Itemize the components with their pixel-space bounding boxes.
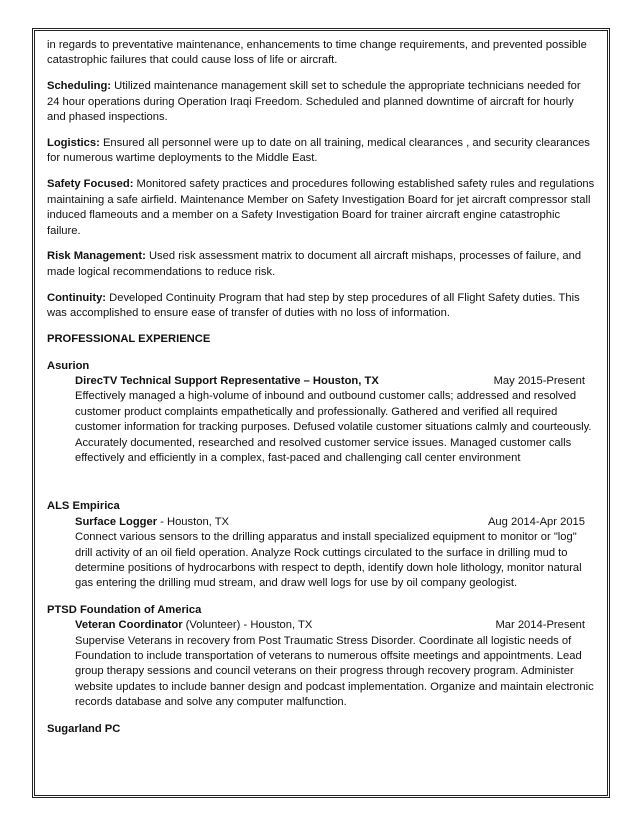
skill-label: Scheduling: (47, 80, 112, 93)
company-name: Asurion (47, 359, 90, 372)
intro-paragraph: in regards to preventative maintenance, enhancements to time change requirements, and prevented possible catastrophic failures that could cause loss of life or aircraft. (47, 39, 587, 67)
company-name-sugarland: Sugarland PC (47, 722, 121, 735)
skill-scheduling (47, 79, 595, 125)
company-name: PTSD Foundation of America (47, 603, 202, 616)
job-title: Veteran Coordinator (75, 619, 183, 632)
job-entry-als-empirica (47, 499, 595, 591)
skill-label: Logistics: (47, 137, 100, 150)
resume-page (47, 38, 595, 737)
skill-label: Safety Focused: (47, 178, 134, 191)
job-dates: May 2015-Present (493, 374, 585, 387)
skill-text: Used risk assessment matrix to document all aircraft mishaps, processes of failure, and made logical recommendations to reduce risk. (47, 250, 582, 278)
section-heading-experience: PROFESSIONAL EXPERIENCE (47, 333, 211, 346)
skill-text: Developed Continuity Program that had step by step procedures of all Flight Safety duties. This was accomplished to ensure ease of transfer of duties with no loss of information. (47, 291, 580, 320)
skill-text: Utilized maintenance management skill set to schedule the appropriate technicians needed for 24 hour operations during Operation Iraqi Freedom. Scheduled and planned downtime of aircraft for hourly and phased inspections. (47, 80, 581, 124)
job-dates: Aug 2014-Apr 2015 (487, 515, 585, 528)
skill-safety-focused (47, 177, 595, 239)
skill-continuity (47, 291, 595, 322)
spacer (47, 711, 595, 722)
job-description: Supervise Veterans in recovery from Post Traumatic Stress Disorder. Coordinate all logistic needs of Foundation to include transportation of veterans to numerous offsite meetings and appointments. Lead group therapy sessions and council veterans on their progress through recovery program. Administer website updates to include banner design and podcast implementation. Organize and maintain electronic records database and solve any computer malfunction. (75, 634, 594, 709)
job-details (75, 515, 595, 592)
skill-logistics (47, 136, 595, 167)
role-line (75, 515, 595, 530)
job-title-line (75, 374, 379, 389)
job-location: (Volunteer) - Houston, TX (182, 619, 313, 632)
job-entry-asurion (47, 359, 595, 467)
skill-risk-management (47, 249, 595, 280)
job-details (75, 618, 595, 710)
role-line (75, 618, 595, 633)
job-title-line (75, 618, 312, 633)
job-dates: Mar 2014-Present (495, 619, 585, 632)
role-line (75, 374, 595, 389)
job-description: Connect various sensors to the drilling apparatus and install specialized equipment to monitor or "log" drill activity of an oil field operation. Analyze Rock cuttings circulated to the surface in drilling mud to determine positions of hydrocarbons with respect to depth, identify down hole lithology, monitor natural gas entering the drilling mud stream, and draw well logs for use by oil company geologist. (75, 531, 582, 590)
skill-label: Risk Management: (47, 250, 146, 263)
job-details (75, 374, 595, 466)
skill-label: Continuity: (47, 291, 107, 304)
spacer (47, 466, 595, 499)
skill-text: Monitored safety practices and procedures following established safety rules and regulations maintaining a safe airfield. Maintenance Member on Safety Investigation Board for jet aircraft compressor stall induced flameouts and a member on a Safety Investigation Board for trainer aircraft engine catastrophic failure. (47, 178, 595, 237)
skill-text: Ensured all personnel were up to date on all training, medical clearances , and security clearances for numerous wartime deployments to the Middle East. (47, 137, 590, 165)
company-name: ALS Empirica (47, 500, 120, 513)
job-location: - Houston, TX (157, 515, 229, 528)
job-title: DirecTV Technical Support Representative – Houston, TX (75, 374, 379, 387)
job-description: Effectively managed a high-volume of inbound and outbound customer calls; addressed and resolved customer product complaints empathetically and professionally. Gathered and verified all required customer information for tracking purposes. Defused volatile customer situations calmly and courteously. Accurately documented, researched and resolved customer service issues. Managed customer calls effectively and efficiently in a complex, fast-paced and challenging call center environment (75, 390, 592, 464)
job-title-line (75, 515, 229, 530)
job-title: Surface Logger (75, 515, 158, 528)
job-entry-ptsd-foundation (47, 603, 595, 711)
spacer (47, 592, 595, 603)
